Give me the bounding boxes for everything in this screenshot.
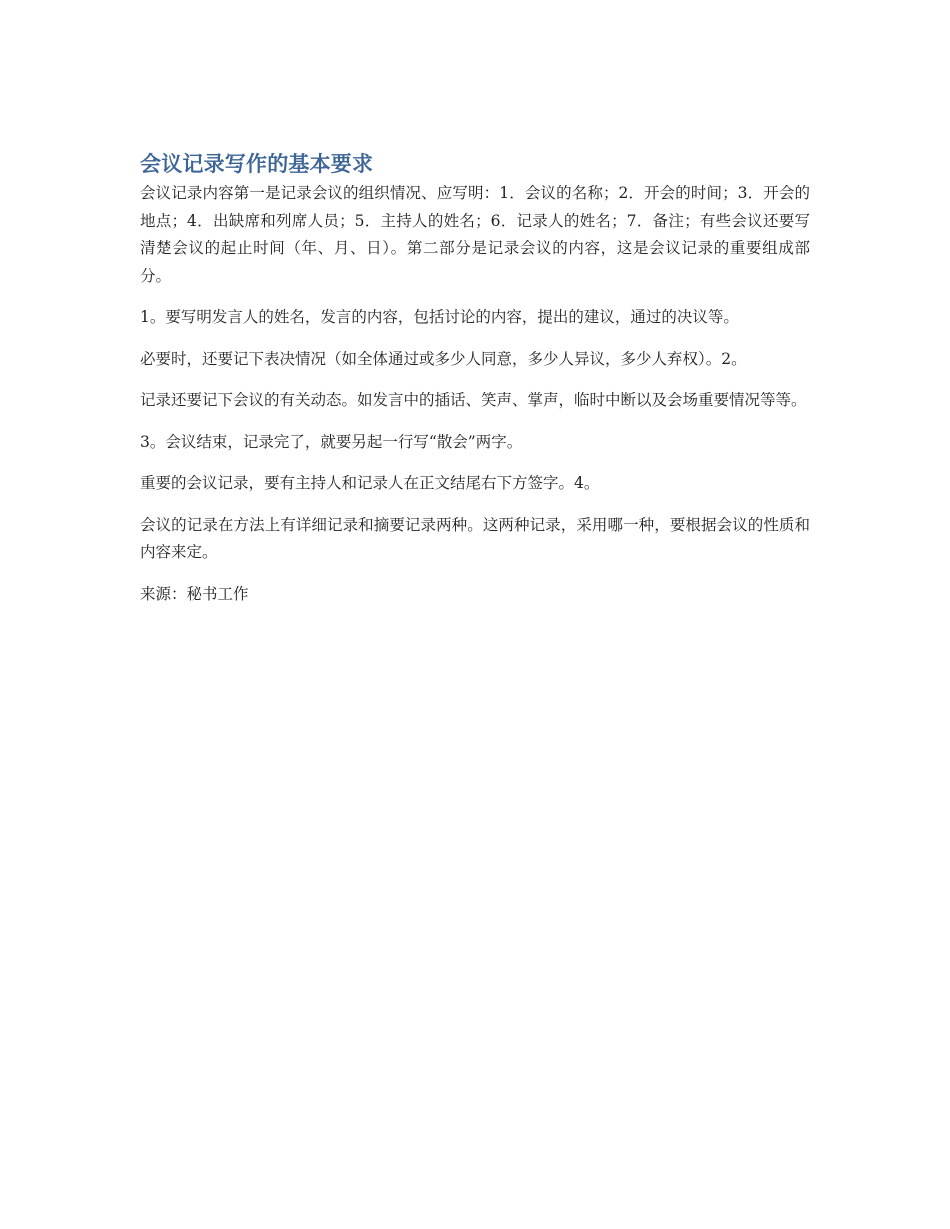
paragraph-meeting-organization: 会议记录内容第一是记录会议的组织情况、应写明：1．会议的名称；2．开会的时间；3．开会的地点；4．出缺席和列席人员；5．主持人的姓名；6．记录人的姓名；7．备注；有些会议还要写清楚会议的起止时间（年、月、日）。第二部分是记录会议的内容，这是会议记录的重要组成部分。 [140, 184, 810, 285]
paragraph-meeting-dynamics: 记录还要记下会议的有关动态。如发言中的插话、笑声、掌声，临时中断以及会场重要情况等等。 [140, 391, 807, 409]
paragraph-speaker-details: 1。要写明发言人的姓名，发言的内容，包括讨论的内容，提出的建议，通过的决议等。 [140, 308, 739, 326]
paragraph-signature: 重要的会议记录，要有主持人和记录人在正文结尾右下方签字。4。 [140, 474, 600, 492]
paragraph-voting-record: 必要时，还要记下表决情况（如全体通过或多少人同意，多少人异议，多少人弃权）。2。 [140, 349, 747, 368]
source-line: 来源：秘书工作 [140, 584, 249, 603]
paragraph-meeting-end: 3。会议结束，记录完了，就要另起一行写“散会”两字。 [140, 432, 523, 451]
document-title: 会议记录写作的基本要求 [140, 152, 374, 176]
paragraph-recording-methods: 会议的记录在方法上有详细记录和摘要记录两种。这两种记录，采用哪一种，要根据会议的性质和内容来定。 [140, 515, 810, 561]
document-page [140, 148, 810, 608]
